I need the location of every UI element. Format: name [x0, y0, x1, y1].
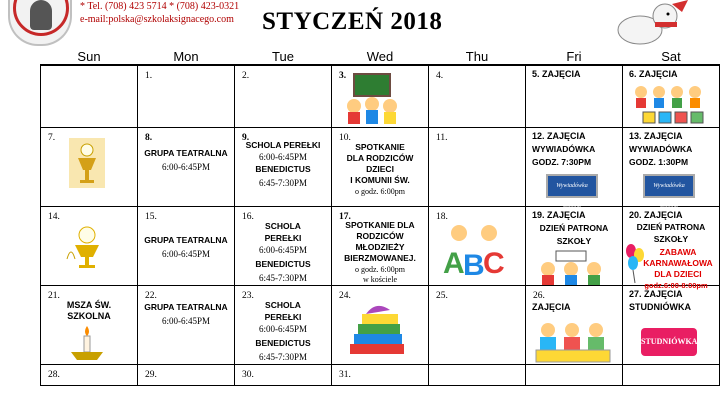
day-cell-17 — [332, 207, 429, 286]
day-number: 24. — [339, 291, 351, 301]
day-number: 11. — [436, 133, 448, 143]
day-number: 7. — [48, 133, 56, 143]
event-title: 13. ZAJĘCIA — [629, 131, 683, 141]
event-label: SZKOŁY — [653, 234, 689, 244]
day-cell-27 — [623, 286, 720, 374]
event-label: BENEDICTUS — [255, 338, 311, 348]
event-label: WYWIADÓWKA — [532, 144, 596, 154]
event-title: 5. ZAJĘCIA — [532, 69, 581, 79]
day-number: 15. — [145, 212, 157, 222]
event-title: 6. ZAJĘCIA — [629, 69, 678, 79]
event-label: GRUPA TEATRALNA — [144, 148, 228, 158]
event-label: SPOTKANIE DLA — [345, 220, 415, 230]
day-cell-11 — [429, 128, 526, 207]
event-time: 6:00-6:45PM — [161, 249, 210, 259]
event-label: BENEDICTUS — [255, 259, 311, 269]
day-number: 26. — [533, 291, 545, 301]
kids-abc-blocks-icon — [631, 82, 711, 124]
day-cell-22 — [138, 286, 235, 365]
event-label: SZKOLNA — [67, 311, 111, 321]
day-cell-9 — [235, 128, 332, 207]
event-label: BIERZMOWANEJ. — [344, 253, 416, 263]
event-label: SZKOŁY — [556, 236, 592, 246]
day-cell-empty — [429, 365, 526, 386]
event-label: GRUPA TEATRALNA — [144, 235, 228, 245]
day-cell-25 — [429, 286, 526, 365]
day-cell-12 — [526, 128, 623, 207]
event-time: godz.6:00-8:00pm — [644, 281, 708, 290]
candle-icon — [67, 326, 107, 360]
event-time: 6:00-6:45PM — [258, 152, 307, 162]
event-time: 6:00-6:45PM — [161, 162, 210, 172]
day-cell-2 — [235, 65, 332, 128]
contact-info — [80, 0, 239, 26]
day-number: 28. — [48, 370, 60, 380]
school-logo-icon — [8, 0, 72, 46]
event-title: 20. ZAJĘCIA — [629, 210, 683, 220]
kids-sign-icon — [538, 251, 604, 285]
day-number: 29. — [145, 370, 157, 380]
communion-chalice-icon — [69, 138, 105, 188]
event-label: DLA DZIECI — [654, 269, 702, 279]
day-number: 25. — [436, 291, 448, 301]
event-title: 19. ZAJĘCIA — [532, 210, 586, 220]
studniowka-badge-icon: STUDNIÓWKA 2018 — [641, 328, 697, 356]
weekday-tue: Tue — [235, 48, 332, 65]
day-cell-21 — [41, 286, 138, 365]
event-time: 6:45-7:30PM — [258, 352, 307, 362]
svg-text:C: C — [483, 247, 505, 280]
event-time: o godz. 6:00pm — [355, 187, 405, 196]
event-label: WYWIADÓWKA — [629, 144, 693, 154]
day-cell-18 — [429, 207, 526, 286]
event-label: DZIEŃ PATRONA — [539, 223, 609, 233]
day-cell-5 — [526, 65, 623, 128]
phone-line: * Tel. (708) 423 5714 * (708) 423-0321 — [80, 1, 240, 12]
event-label: I KOMUNII ŚW. — [350, 175, 410, 185]
day-number: 30. — [242, 370, 254, 380]
event-time: 6:00-6:45PM — [161, 316, 210, 326]
day-cell-30 — [235, 365, 332, 386]
event-label: DLA RODZICÓW — [346, 153, 414, 163]
event-label: KARNAWAŁOWA — [643, 258, 713, 268]
weekday-sat: Sat — [623, 48, 720, 65]
day-cell-13 — [623, 128, 720, 207]
day-cell-15 — [138, 207, 235, 286]
event-label: PEREŁKI — [264, 233, 302, 243]
day-number: 22. — [145, 291, 157, 301]
day-number: 9. — [242, 133, 250, 143]
day-cell-14 — [41, 207, 138, 286]
day-cell-empty — [41, 65, 138, 128]
day-cell-7 — [41, 128, 138, 207]
page-title: STYCZEŃ 2018 — [262, 8, 443, 35]
day-number: 16. — [242, 212, 254, 222]
event-label: GODZ. 1:30PM — [629, 157, 689, 167]
weekday-fri: Fri — [526, 48, 623, 65]
day-number: 23. — [242, 291, 254, 301]
event-label: GODZ. 7:30PM — [532, 157, 592, 167]
weekday-wed: Wed — [332, 48, 429, 65]
event-title: 12. ZAJĘCIA — [532, 131, 586, 141]
day-cell-28 — [41, 365, 138, 386]
event-label: BENEDICTUS — [255, 164, 311, 174]
event-time: 6:45-7:30PM — [258, 273, 307, 283]
svg-text:A: A — [443, 247, 465, 280]
event-label: GRUPA TEATRALNA — [144, 302, 228, 312]
event-time: 6:45-7:30PM — [258, 178, 307, 188]
day-cell-3 — [332, 65, 429, 128]
day-number: 31. — [339, 370, 351, 380]
day-cell-29 — [138, 365, 235, 386]
event-time: o godz. 6:00pm — [355, 265, 405, 274]
event-label: ZABAWA — [659, 247, 697, 257]
day-cell-26 — [526, 286, 623, 365]
weekday-thu: Thu — [429, 48, 526, 65]
event-label: SPOTKANIE — [355, 142, 405, 152]
event-label: SCHOLA — [265, 221, 301, 231]
event-time: 6:00-6:45PM — [258, 324, 307, 334]
calendar-grid — [40, 48, 720, 386]
email-line: e-mail:polska@szkolaksignacego.com — [80, 14, 234, 25]
svg-text:B: B — [463, 249, 485, 282]
communion-chalice-icon — [65, 225, 109, 271]
day-number: 17. — [339, 212, 351, 222]
weekday-mon: Mon — [138, 48, 235, 65]
books-icon — [346, 300, 408, 358]
day-number: 2. — [242, 71, 250, 81]
event-label: PEREŁKI — [264, 312, 302, 322]
day-cell-empty — [623, 365, 720, 386]
day-number: 21. — [48, 291, 60, 301]
day-cell-8 — [138, 128, 235, 207]
kids-abc-icon — [441, 221, 509, 281]
day-number: 4. — [436, 71, 444, 81]
event-place: w kościele — [363, 275, 397, 284]
day-cell-23 — [235, 286, 332, 365]
day-number: 3. — [339, 71, 347, 81]
day-cell-19 — [526, 207, 623, 286]
event-title: 27. ZAJĘCIA — [629, 289, 683, 299]
sign-icon: Wywiadówka szkolna — [546, 174, 598, 198]
event-label: DZIECI — [366, 164, 394, 174]
event-label: SCHOLA PEREŁKI — [245, 140, 321, 150]
event-label: MŁODZIEŻY — [355, 242, 405, 252]
snowman-icon — [600, 0, 700, 40]
day-cell-24 — [332, 286, 429, 365]
day-number: 1. — [145, 71, 153, 81]
day-cell-20 — [623, 207, 720, 290]
day-cell-10 — [332, 128, 429, 207]
day-number: 18. — [436, 212, 448, 222]
event-label: MSZA ŚW. — [66, 300, 112, 310]
day-number: 8. — [145, 133, 153, 143]
day-cell-16 — [235, 207, 332, 286]
day-number: 14. — [48, 212, 60, 222]
day-cell-empty — [526, 365, 623, 386]
sign-icon: Wywiadówka szkolna — [643, 174, 695, 198]
event-time: 6:00-6:45PM — [258, 245, 307, 255]
day-cell-6 — [623, 65, 720, 128]
kids-reading-icon — [534, 320, 612, 364]
event-label: RODZICÓW — [356, 231, 404, 241]
event-label: DZIEŃ PATRONA — [636, 222, 706, 232]
weekday-sun: Sun — [41, 48, 138, 65]
kids-blackboard-icon — [344, 72, 400, 124]
event-label: STUDNIÓWKA — [629, 302, 691, 312]
day-cell-4 — [429, 65, 526, 128]
day-number: 10. — [339, 133, 351, 143]
day-cell-1 — [138, 65, 235, 128]
event-label: ZAJĘCIA — [532, 302, 571, 312]
event-label: SCHOLA — [265, 300, 301, 310]
day-cell-31 — [332, 365, 429, 386]
